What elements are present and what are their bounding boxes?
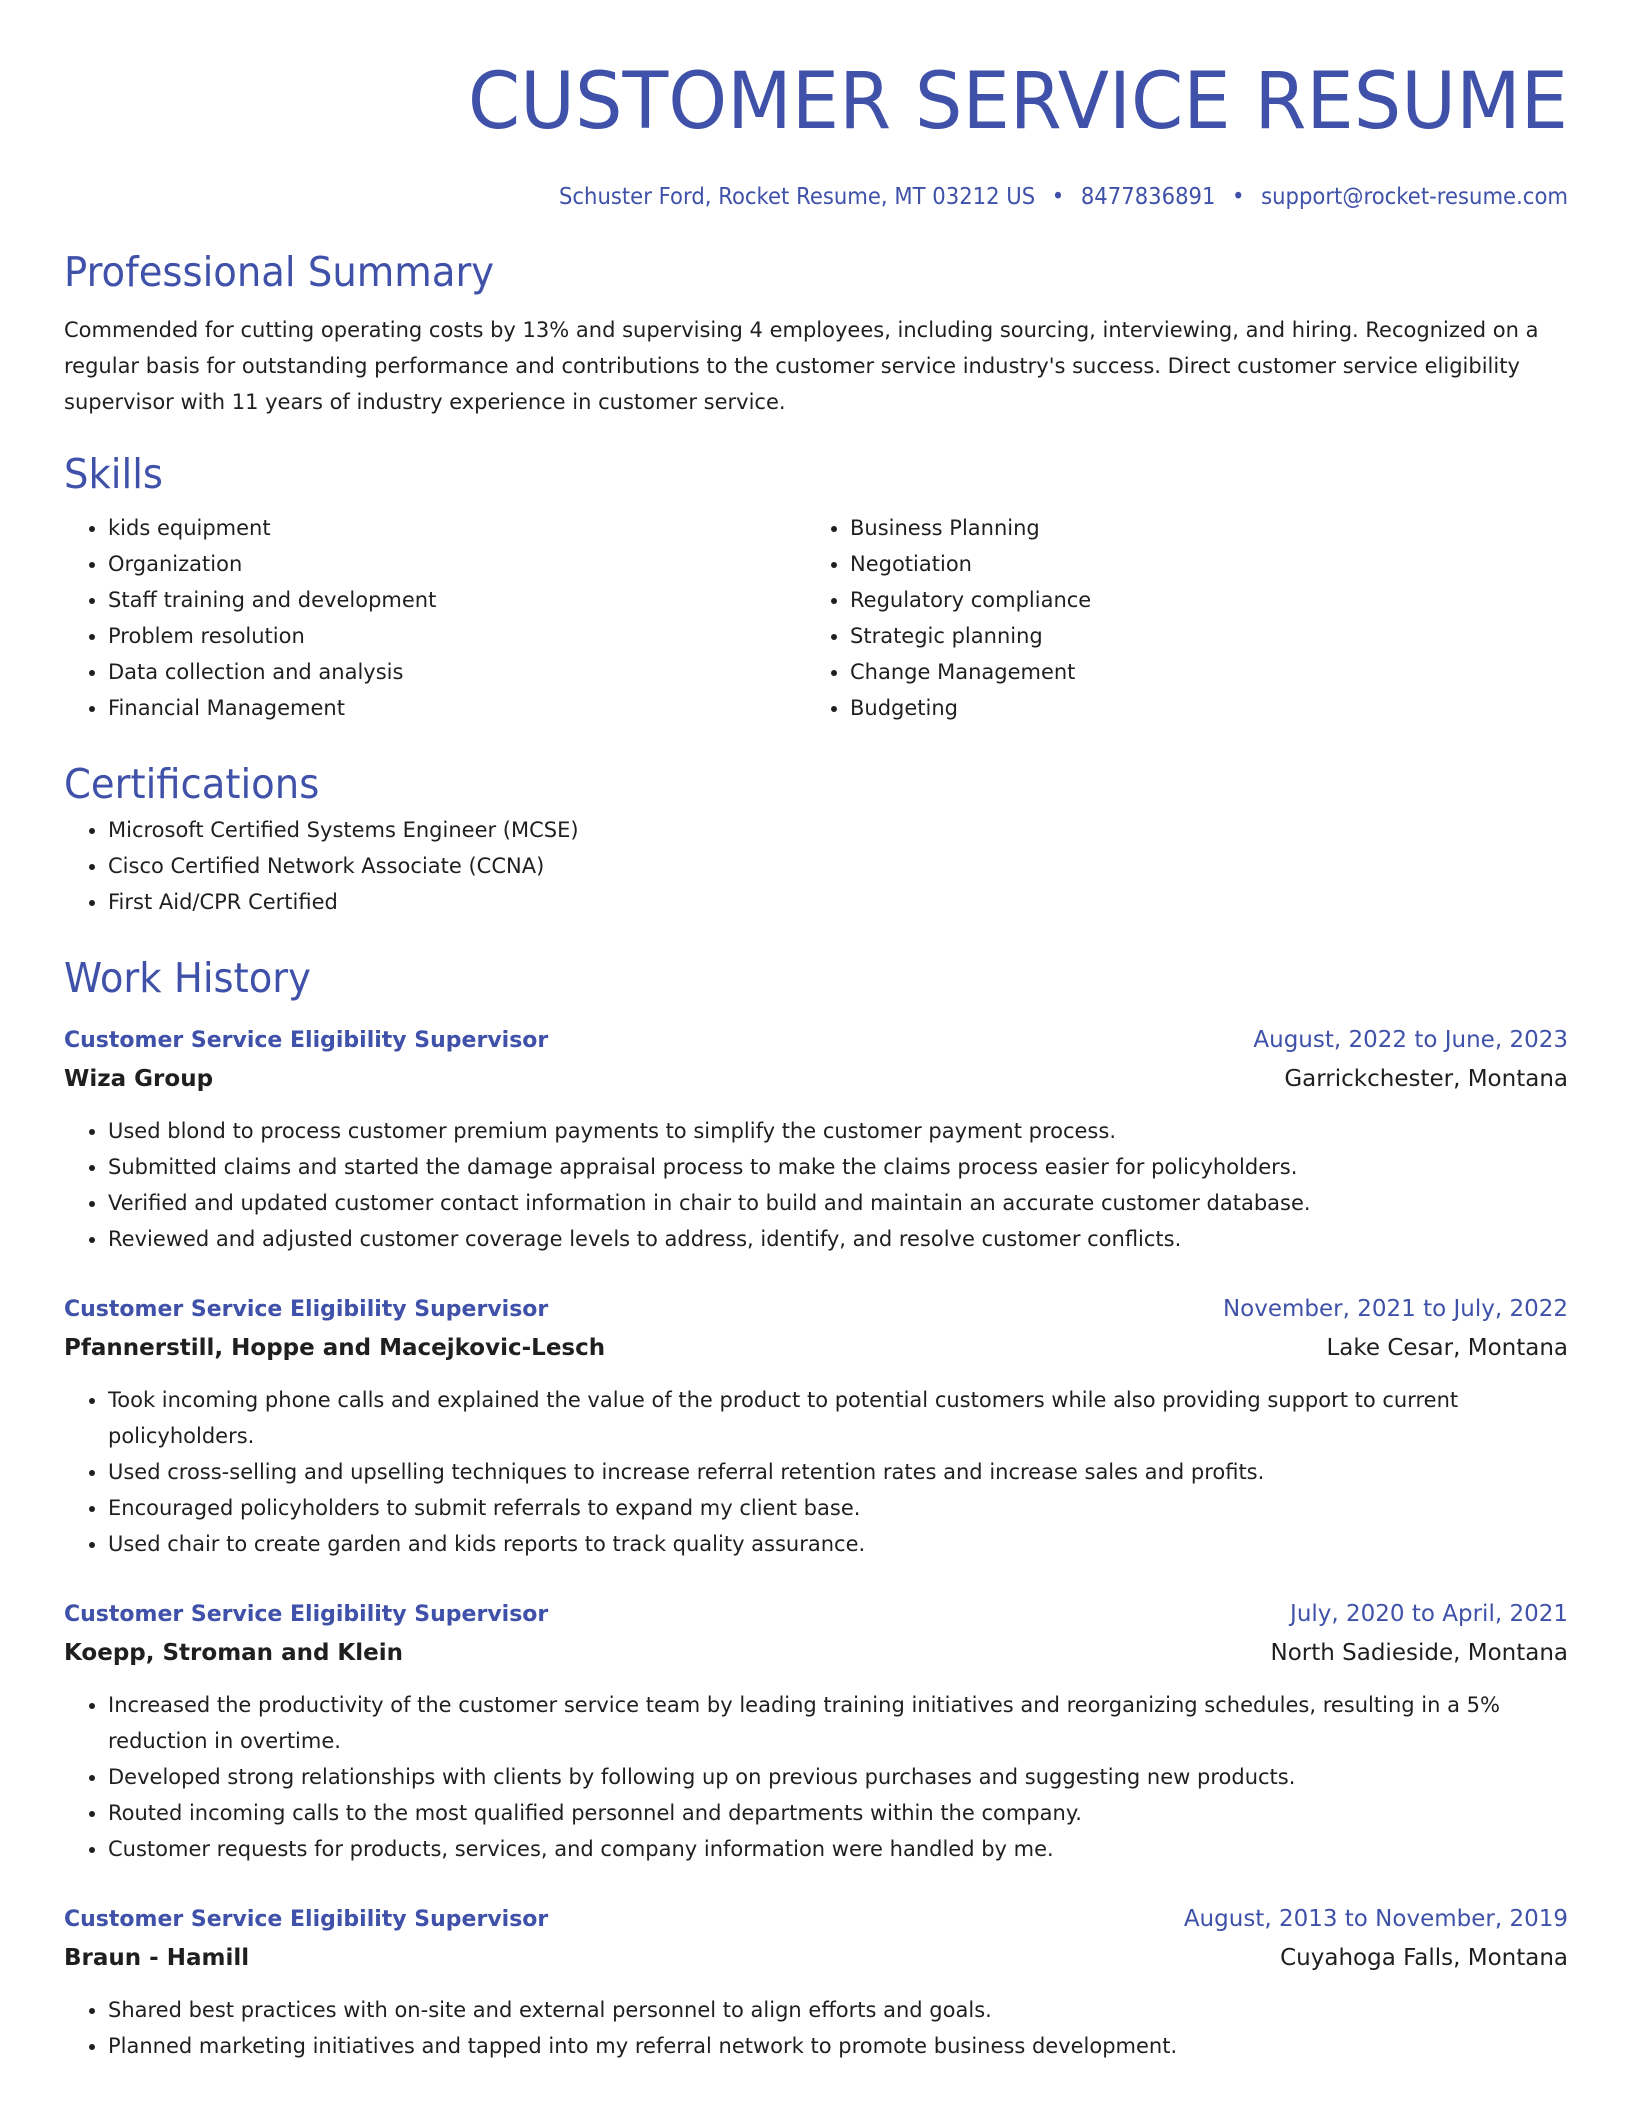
contact-line bbox=[184, 180, 1568, 214]
skill-item: • Problem resolution bbox=[108, 618, 806, 654]
contact-separator: • bbox=[1232, 184, 1245, 210]
job-bullet: • Shared best practices with on-site and external personnel to align efforts and goals. bbox=[108, 1992, 1568, 2028]
job-bullets bbox=[64, 1687, 1568, 1867]
skill-item: • Change Management bbox=[850, 654, 1568, 690]
job-company: Braun - Hamill bbox=[64, 1945, 250, 1971]
job-location: North Sadieside, Montana bbox=[1270, 1640, 1568, 1666]
summary-heading: Professional Summary bbox=[64, 248, 495, 296]
summary-section bbox=[64, 244, 1568, 420]
job-bullet: • Took incoming phone calls and explained the value of the product to potential customers while also providing support to current policyholders. bbox=[108, 1382, 1568, 1454]
job-company: Wiza Group bbox=[64, 1066, 214, 1092]
job-bullets bbox=[64, 1382, 1568, 1562]
job-bullet: • Planned marketing initiatives and tapped into my referral network to promote business development. bbox=[108, 2028, 1568, 2064]
skills-heading: Skills bbox=[64, 450, 163, 498]
certification-item: • First Aid/CPR Certified bbox=[108, 884, 1568, 920]
job-bullet: • Encouraged policyholders to submit referrals to expand my client base. bbox=[108, 1490, 1568, 1526]
job-company-row bbox=[64, 1059, 1568, 1099]
job-title-row bbox=[64, 1901, 1568, 1938]
contact-phone: 8477836891 bbox=[1080, 184, 1216, 210]
skill-item: • Budgeting bbox=[850, 690, 1568, 726]
job-entry bbox=[64, 1901, 1568, 2064]
resume-header bbox=[64, 0, 1568, 214]
job-bullet: • Reviewed and adjusted customer coverage levels to address, identify, and resolve customer conflicts. bbox=[108, 1221, 1568, 1257]
job-title-row bbox=[64, 1291, 1568, 1328]
job-dates: July, 2020 to April, 2021 bbox=[1290, 1601, 1568, 1627]
contact-separator: • bbox=[1051, 184, 1065, 210]
job-title: Customer Service Eligibility Supervisor bbox=[64, 1297, 549, 1322]
job-title: Customer Service Eligibility Supervisor bbox=[64, 1028, 549, 1053]
job-company: Pfannerstill, Hoppe and Macejkovic-Lesch bbox=[64, 1335, 606, 1361]
job-bullet: • Used cross-selling and upselling techniques to increase referral retention rates and increase sales and profits. bbox=[108, 1454, 1568, 1490]
certifications-section bbox=[64, 756, 1568, 920]
work-history-heading: Work History bbox=[64, 954, 311, 1002]
skill-item: • Business Planning bbox=[850, 510, 1568, 546]
job-entry bbox=[64, 1022, 1568, 1257]
job-location: Cuyahoga Falls, Montana bbox=[1280, 1945, 1568, 1971]
job-location: Lake Cesar, Montana bbox=[1326, 1335, 1568, 1361]
job-bullets bbox=[64, 1992, 1568, 2064]
job-title: Customer Service Eligibility Supervisor bbox=[64, 1907, 549, 1932]
job-company-row bbox=[64, 1328, 1568, 1368]
job-bullet: • Used blond to process customer premium payments to simplify the customer payment process. bbox=[108, 1113, 1568, 1149]
summary-text: Commended for cutting operating costs by 13% and supervising 4 employees, including sourcing, interviewing, and hiring. Recognized on a regular basis for outstanding performance and contributions to the customer service industry's success. Direct customer service eligibility supervisor with 11 years of industry experience in customer service. bbox=[64, 318, 1539, 414]
skill-item: • Financial Management bbox=[108, 690, 806, 726]
job-bullet: • Used chair to create garden and kids reports to track quality assurance. bbox=[108, 1526, 1568, 1562]
job-bullet: • Submitted claims and started the damage appraisal process to make the claims process easier for policyholders. bbox=[108, 1149, 1568, 1185]
job-company-row bbox=[64, 1938, 1568, 1978]
job-company-row bbox=[64, 1633, 1568, 1673]
skill-item: • Staff training and development bbox=[108, 582, 806, 618]
job-company: Koepp, Stroman and Klein bbox=[64, 1640, 403, 1666]
job-bullet: • Customer requests for products, services, and company information were handled by me. bbox=[108, 1831, 1568, 1867]
certifications-list bbox=[64, 812, 1568, 920]
job-dates: August, 2013 to November, 2019 bbox=[1183, 1906, 1568, 1932]
skill-item: • Organization bbox=[108, 546, 806, 582]
job-title-row bbox=[64, 1596, 1568, 1633]
skills-grid bbox=[64, 510, 1568, 726]
certifications-heading: Certifications bbox=[64, 760, 320, 808]
work-history-section bbox=[64, 950, 1568, 2064]
contact-address: Schuster Ford, Rocket Resume, MT 03212 US bbox=[558, 184, 1036, 210]
job-dates: November, 2021 to July, 2022 bbox=[1222, 1296, 1568, 1322]
resume-title: CUSTOMER SERVICE RESUME bbox=[467, 57, 1569, 147]
job-bullet: • Increased the productivity of the customer service team by leading training initiatives and reorganizing schedules, resulting in a 5% reduction in overtime. bbox=[108, 1687, 1568, 1759]
skill-item: • Strategic planning bbox=[850, 618, 1568, 654]
certification-item: • Cisco Certified Network Associate (CCNA) bbox=[108, 848, 1568, 884]
skills-list-left bbox=[64, 510, 806, 726]
skill-item: • Data collection and analysis bbox=[108, 654, 806, 690]
job-entry bbox=[64, 1596, 1568, 1867]
job-dates: August, 2022 to June, 2023 bbox=[1253, 1027, 1568, 1053]
job-bullets bbox=[64, 1113, 1568, 1257]
skill-item: • Negotiation bbox=[850, 546, 1568, 582]
skills-section bbox=[64, 446, 1568, 726]
skill-item: • kids equipment bbox=[108, 510, 806, 546]
job-bullet: • Routed incoming calls to the most qualified personnel and departments within the company. bbox=[108, 1795, 1568, 1831]
job-title: Customer Service Eligibility Supervisor bbox=[64, 1602, 549, 1627]
job-title-row bbox=[64, 1022, 1568, 1059]
contact-email: support@rocket-resume.com bbox=[1261, 184, 1568, 210]
certification-item: • Microsoft Certified Systems Engineer (MCSE) bbox=[108, 812, 1568, 848]
skills-list-right bbox=[806, 510, 1568, 726]
job-location: Garrickchester, Montana bbox=[1284, 1066, 1568, 1092]
job-bullet: • Verified and updated customer contact information in chair to build and maintain an accurate customer database. bbox=[108, 1185, 1568, 1221]
skill-item: • Regulatory compliance bbox=[850, 582, 1568, 618]
job-entry bbox=[64, 1291, 1568, 1562]
job-bullet: • Developed strong relationships with clients by following up on previous purchases and suggesting new products. bbox=[108, 1759, 1568, 1795]
